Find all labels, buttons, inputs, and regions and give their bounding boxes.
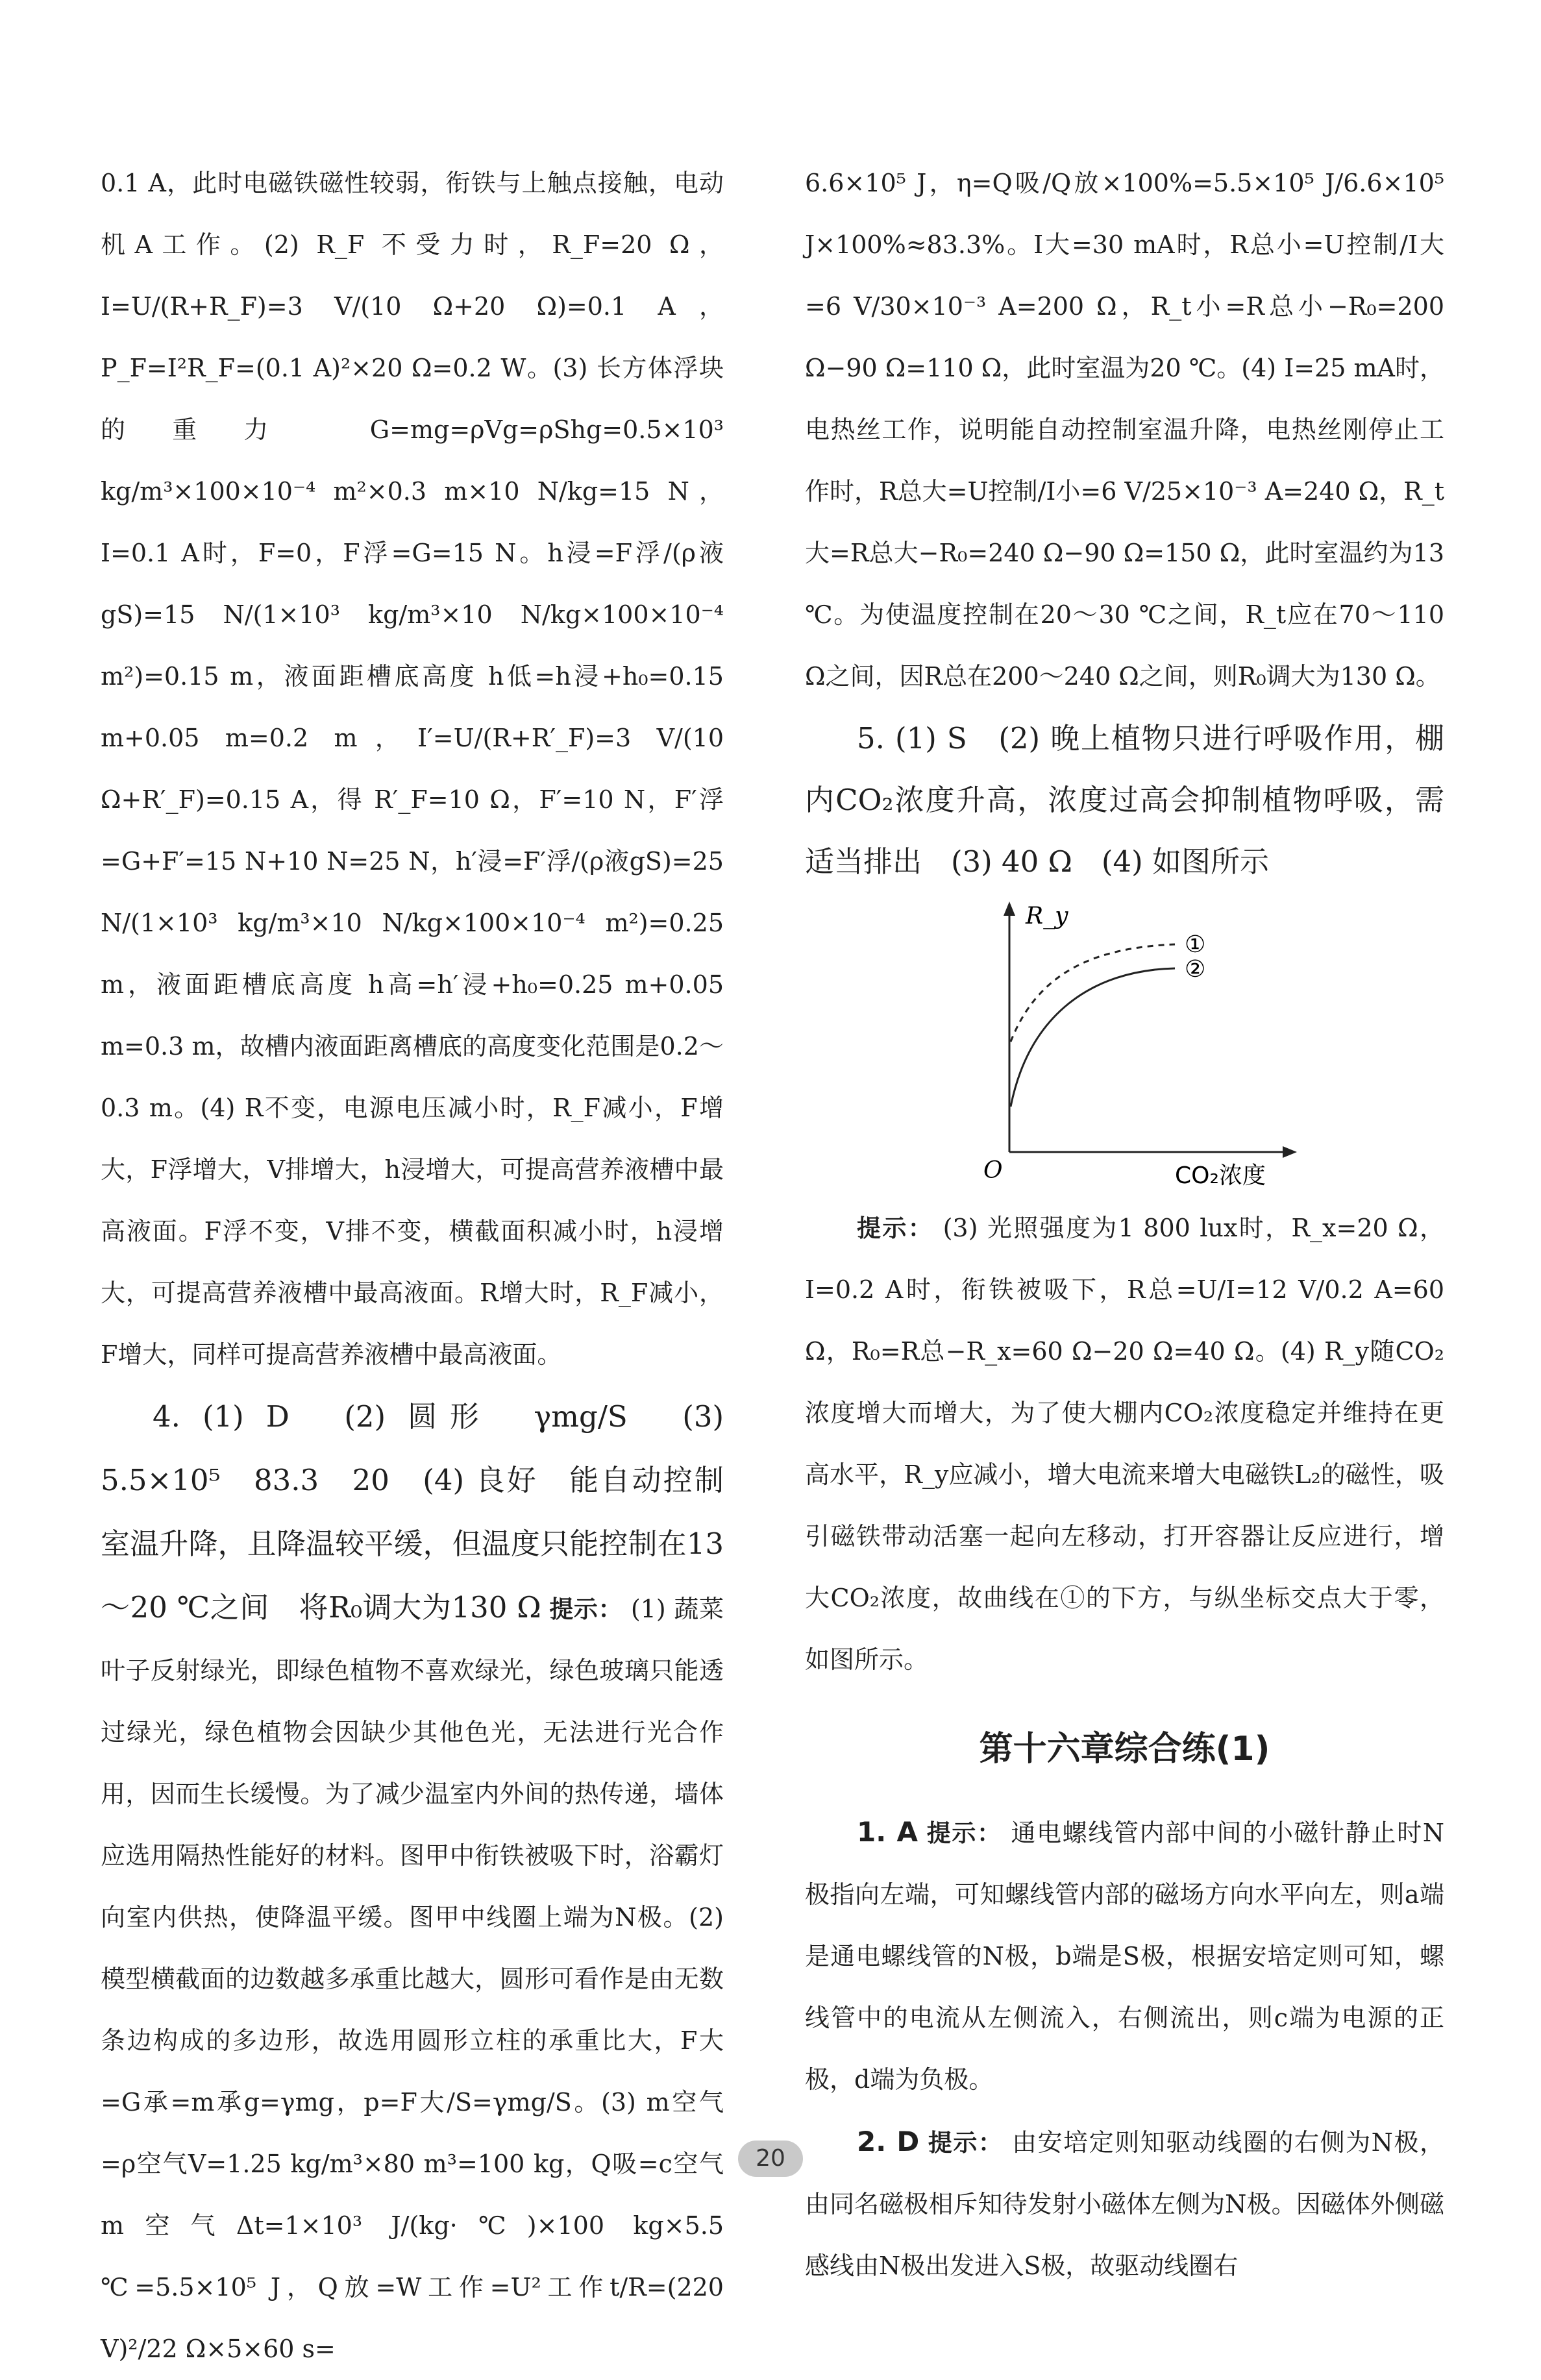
q1-block bbox=[805, 1801, 1444, 2111]
q4-block bbox=[101, 1386, 724, 2380]
q5-hint-label: 提示： bbox=[857, 1214, 934, 1242]
left-column bbox=[101, 153, 724, 2380]
q4-hint: (1) 蔬菜叶子反射绿光，即绿色植物不喜欢绿光，绿色玻璃只能透过绿光，绿色植物会因缺少其他色光，无法进行光合作用，因而生长缓慢。为了减少温室内外间的热传递，墙体应选用隔热性能好的材料。图甲中衔铁被吸下时，浴霸灯向室内供热，使降温平缓。图甲中线圈上端为N极。(2) 模型横截面的边数越多承重比越大，圆形可看作是由无数条边构成的多边形，故选用圆形立柱的承重比大，F大=G承=m承g=γmg，p=F大/S=γmg/S。(3) m空气=ρ空气V=1.25 kg/m³×80 m³=100 kg，Q吸=c空气m空气Δt=1×10³ J/(kg·℃)×100 kg×5.5 ℃=5.5×10⁵ J，Q放=W工作=U²工作t/R=(220 V)²/22 Ω×5×60 s= bbox=[101, 1595, 724, 2363]
y-axis-arrow-icon bbox=[1004, 902, 1015, 916]
q4-answer: 4. (1) D (2) 圆形 γmg/S (3) 5.5×10⁵ 83.3 20 (4) 良好 能自动控制室温升降，且降温较平缓，但温度只能控制在13～20 ℃之间 将R₀调大为130 Ω bbox=[101, 1399, 724, 1625]
q5-hint: (3) 光照强度为1 800 lux时，R_x=20 Ω，I=0.2 A时，衔铁被吸下，R总=U/I=12 V/0.2 A=60 Ω，R₀=R总−R_x=60 Ω−20 Ω=40 Ω。(4) R_y随CO₂浓度增大而增大，为了使大棚内CO₂浓度稳定并维持在更高水平，R_y应减小，增大电流来增大电磁铁L₂的磁性，吸引磁铁带动活塞一起向左移动，打开容器让反应进行，增大CO₂浓度，故曲线在①的下方，与纵坐标交点大于零，如图所示。 bbox=[805, 1214, 1444, 1674]
curve-2 bbox=[1011, 968, 1175, 1107]
curve-1 bbox=[1011, 944, 1175, 1042]
chapter-title: 第十六章综合练(1) bbox=[979, 1730, 1270, 1769]
q5-answer: 5. (1) S (2) 晚上植物只进行呼吸作用，棚内CO₂浓度升高，浓度过高会抑制植物呼吸，需适当排出 (3) 40 Ω (4) 如图所示 bbox=[805, 721, 1444, 879]
q3-continuation: 0.1 A，此时电磁铁磁性较弱，衔铁与上触点接触，电动机A工作。(2) R_F 不受力时，R_F=20 Ω，I=U/(R+R_F)=3 V/(10 Ω+20 Ω)=0.1 A，P_F=I²R_F=(0.1 A)²×20 Ω=0.2 W。(3) 长方体浮块的重力 G=mg=ρVg=ρShg=0.5×10³ kg/m³×100×10⁻⁴ m²×0.3 m×10 N/kg=15 N，I=0.1 A时，F=0，F浮=G=15 N。h浸=F浮/(ρ液gS)=15 N/(1×10³ kg/m³×10 N/kg×100×10⁻⁴ m²)=0.15 m，液面距槽底高度 h低=h浸+h₀=0.15 m+0.05 m=0.2 m，I′=U/(R+R′_F)=3 V/(10 Ω+R′_F)=0.15 A，得 R′_F=10 Ω，F′=10 N，F′浮=G+F′=15 N+10 N=25 N，h′浸=F′浮/(ρ液gS)=25 N/(1×10³ kg/m³×10 N/kg×100×10⁻⁴ m²)=0.25 m，液面距槽底高度 h高=h′浸+h₀=0.25 m+0.05 m=0.3 m，故槽内液面距离槽底的高度变化范围是0.2～0.3 m。(4) R不变，电源电压减小时，R_F减小，F增大，F浮增大，V排增大，h浸增大，可提高营养液槽中最高液面。F浮不变，V排不变，横截面积减小时，h浸增大，可提高营养液槽中最高液面。R增大时，R_F减小，F增大，同样可提高营养液槽中最高液面。 bbox=[101, 169, 724, 1369]
q2-hint: 由安培定则知驱动线圈的右侧为N极，由同名磁极相斥知待发射小磁体左侧为N极。因磁体外侧磁感线由N极出发进入S极，故驱动线圈右 bbox=[805, 2128, 1444, 2280]
q2-hint-label: 提示： bbox=[928, 2129, 1004, 2157]
q1-hint: 通电螺线管内部中间的小磁针静止时N极指向左端，可知螺线管内部的磁场方向水平向左，则a端是通电螺线管的N极，b端是S极，根据安培定则可知，螺线管中的电流从左侧流入，右侧流出，则c端为电源的正极，d端为负极。 bbox=[805, 1819, 1444, 2094]
q5-hint-block bbox=[805, 1197, 1444, 1691]
y-axis-label: R_y bbox=[1026, 903, 1068, 929]
q1-hint-label: 提示： bbox=[926, 1819, 1002, 1847]
co2-resistance-graph bbox=[805, 892, 1444, 1197]
q4-continuation: 6.6×10⁵ J，η=Q吸/Q放×100%=5.5×10⁵ J/6.6×10⁵ J×100%≈83.3%。I大=30 mA时，R总小=U控制/I大=6 V/30×10⁻³ A=200 Ω，R_t小=R总小−R₀=200 Ω−90 Ω=110 Ω，此时室温为20 ℃。(4) I=25 mA时，电热丝工作，说明能自动控制室温升降，电热丝刚停止工作时，R总大=U控制/I小=6 V/25×10⁻³ A=240 Ω，R_t大=R总大−R₀=240 Ω−90 Ω=150 Ω，此时室温约为13 ℃。为使温度控制在20～30 ℃之间，R_t应在70～110 Ω之间，因R总在200～240 Ω之间，则R₀调大为130 Ω。 bbox=[805, 169, 1444, 691]
q2-block bbox=[805, 2111, 1444, 2297]
x-axis-arrow-icon bbox=[1283, 1146, 1297, 1158]
q1-answer: 1. A bbox=[857, 1816, 918, 1848]
curve-1-label: ① bbox=[1185, 931, 1206, 958]
x-axis-label: CO₂浓度 bbox=[1175, 1162, 1266, 1189]
q2-answer: 2. D bbox=[857, 2126, 920, 2157]
q4-hint-label: 提示： bbox=[549, 1595, 623, 1623]
origin-label: O bbox=[983, 1157, 1003, 1184]
page-number: 20 bbox=[738, 2141, 803, 2177]
curve-2-label: ② bbox=[1185, 956, 1206, 983]
co2-resistance-figure bbox=[805, 892, 1444, 1197]
right-column bbox=[805, 153, 1444, 2297]
